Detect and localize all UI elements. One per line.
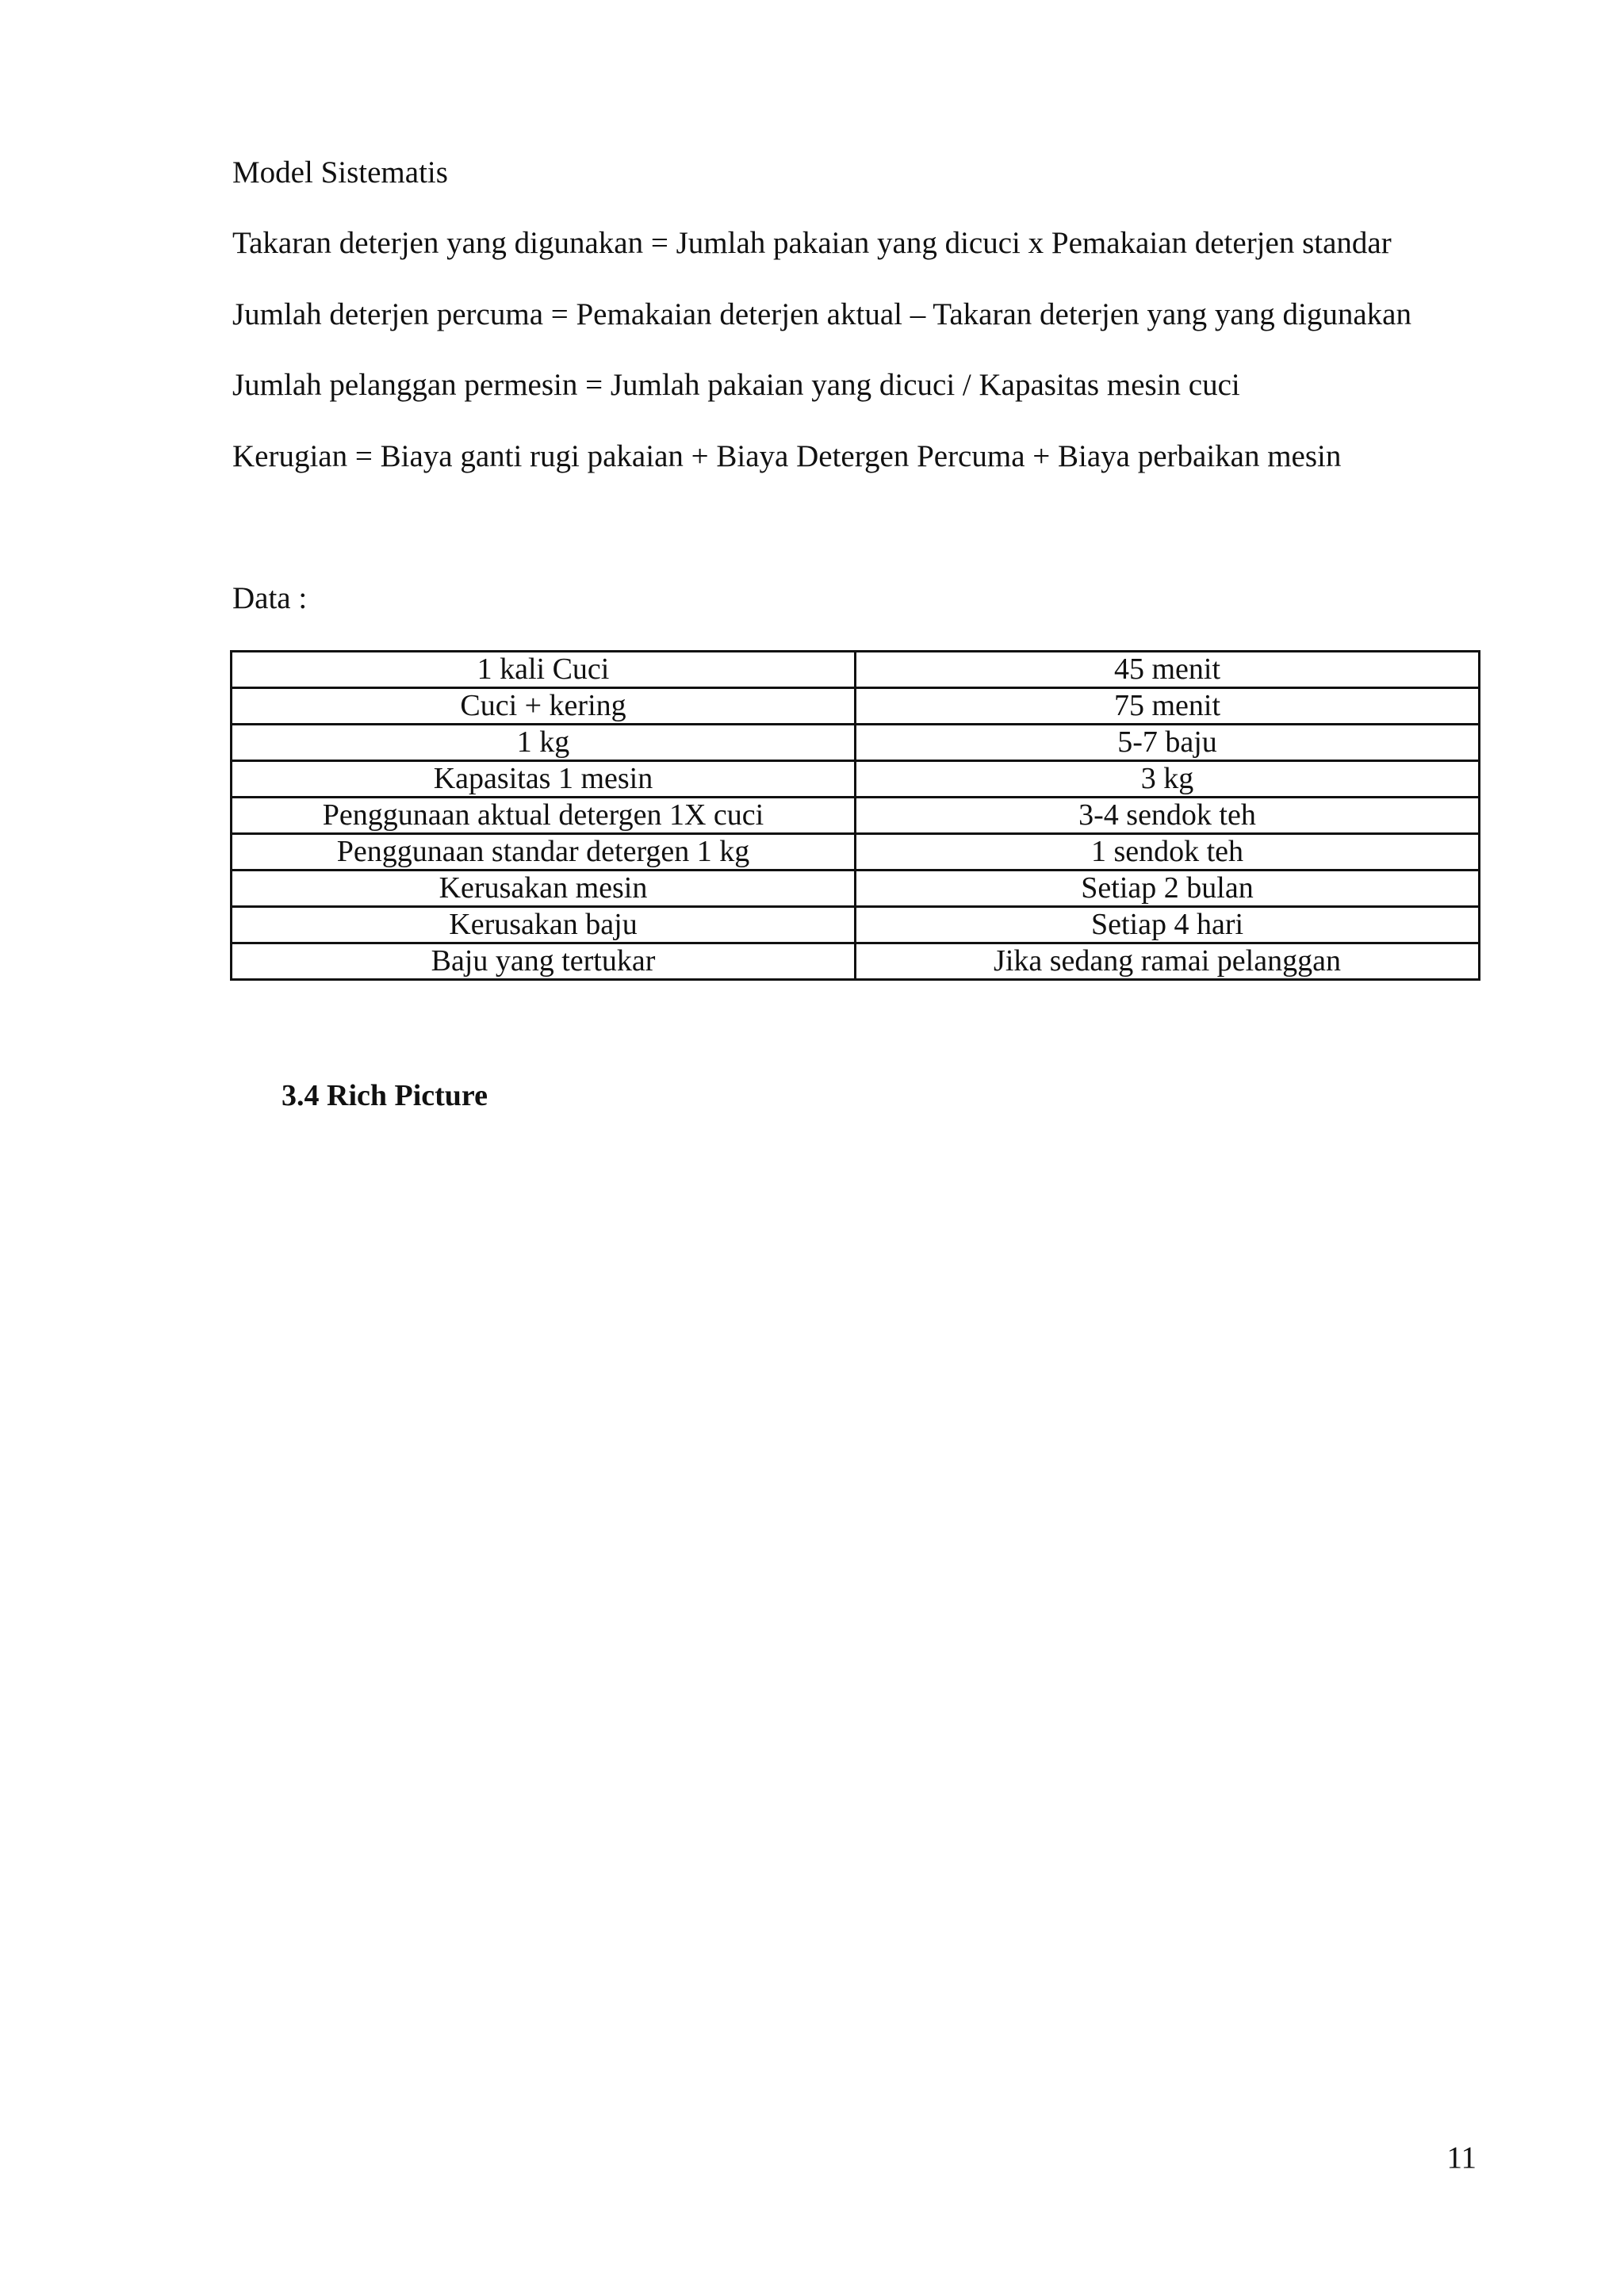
table-cell-label: Cuci + kering <box>232 688 856 725</box>
section-heading-rich-picture: 3.4 Rich Picture <box>282 1079 488 1112</box>
table-cell-label: Penggunaan standar detergen 1 kg <box>232 834 856 871</box>
table-cell-value: 45 menit <box>856 652 1480 688</box>
table-row <box>232 761 1480 798</box>
table-cell-label: Penggunaan aktual detergen 1X cuci <box>232 798 856 834</box>
formula-takaran-deterjen: Takaran deterjen yang digunakan = Jumlah pakaian yang dicuci x Pemakaian deterjen standar <box>232 226 1392 260</box>
formula-pelanggan-permesin: Jumlah pelanggan permesin = Jumlah pakaian yang dicuci / Kapasitas mesin cuci <box>232 368 1240 402</box>
table-cell-label: Kerusakan mesin <box>232 871 856 907</box>
table-cell-label: Kerusakan baju <box>232 907 856 943</box>
table-row <box>232 652 1480 688</box>
table-row <box>232 871 1480 907</box>
table-cell-value: 75 menit <box>856 688 1480 725</box>
table-row <box>232 907 1480 943</box>
table-cell-label: 1 kali Cuci <box>232 652 856 688</box>
table-row <box>232 798 1480 834</box>
table-row <box>232 688 1480 725</box>
table-cell-label: Baju yang tertukar <box>232 943 856 980</box>
table-cell-value: 3 kg <box>856 761 1480 798</box>
table-cell-value: 5-7 baju <box>856 725 1480 761</box>
table-cell-value: Setiap 2 bulan <box>856 871 1480 907</box>
page-number: 11 <box>1446 2141 1477 2175</box>
table-row <box>232 725 1480 761</box>
formula-deterjen-percuma: Jumlah deterjen percuma = Pemakaian deterjen aktual – Takaran deterjen yang yang digunakan <box>232 297 1411 331</box>
table-cell-value: 1 sendok teh <box>856 834 1480 871</box>
table-row <box>232 834 1480 871</box>
table-cell-label: Kapasitas 1 mesin <box>232 761 856 798</box>
formula-kerugian: Kerugian = Biaya ganti rugi pakaian + Biaya Detergen Percuma + Biaya perbaikan mesin <box>232 439 1342 473</box>
table-cell-value: 3-4 sendok teh <box>856 798 1480 834</box>
model-heading: Model Sistematis <box>232 155 448 189</box>
table-cell-value: Setiap 4 hari <box>856 907 1480 943</box>
table-cell-value: Jika sedang ramai pelanggan <box>856 943 1480 980</box>
table-cell-label: 1 kg <box>232 725 856 761</box>
table-row <box>232 943 1480 980</box>
data-table <box>230 650 1480 981</box>
data-label: Data : <box>232 581 308 615</box>
